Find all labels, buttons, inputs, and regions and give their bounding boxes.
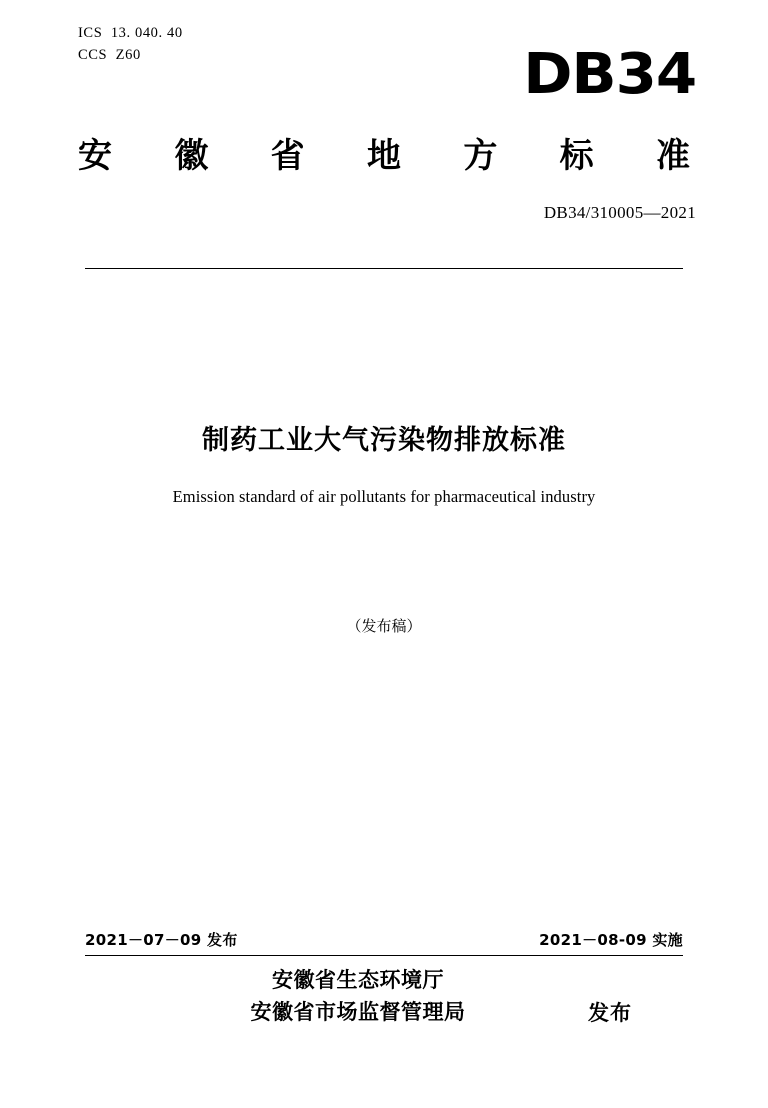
publish-label: 发布	[588, 1001, 632, 1025]
document-title-english: Emission standard of air pollutants for pharmaceutical industry	[172, 487, 596, 506]
db34-logo: DB34	[523, 42, 696, 107]
title-char-7: 准	[655, 136, 690, 176]
title-char-4: 地	[366, 136, 401, 176]
header-divider	[85, 268, 683, 269]
issuer-block	[148, 965, 568, 1028]
province-standard-title	[78, 128, 690, 177]
document-status-note: （发布稿）	[346, 617, 422, 635]
issuer-line-2: 安徽省市场监督管理局	[250, 999, 466, 1024]
ics-block	[78, 22, 183, 67]
footer-divider	[85, 955, 683, 956]
title-char-3: 省	[270, 136, 305, 176]
title-char-1: 安	[78, 136, 112, 176]
title-char-5: 方	[463, 136, 498, 176]
issuer-line-1: 安徽省生态环境厅	[272, 968, 444, 992]
ics-code: ICS 13. 040. 40	[78, 25, 183, 41]
issue-date: 2021－07－09 发布	[85, 931, 238, 949]
title-char-2: 徽	[174, 136, 209, 176]
effective-date: 2021－08-09 实施	[539, 931, 683, 949]
standard-number: DB34/310005—2021	[543, 203, 696, 222]
ccs-code: CCS Z60	[78, 47, 141, 64]
document-title-chinese: 制药工业大气污染物排放标准	[202, 425, 566, 456]
title-char-6: 标	[559, 136, 594, 176]
